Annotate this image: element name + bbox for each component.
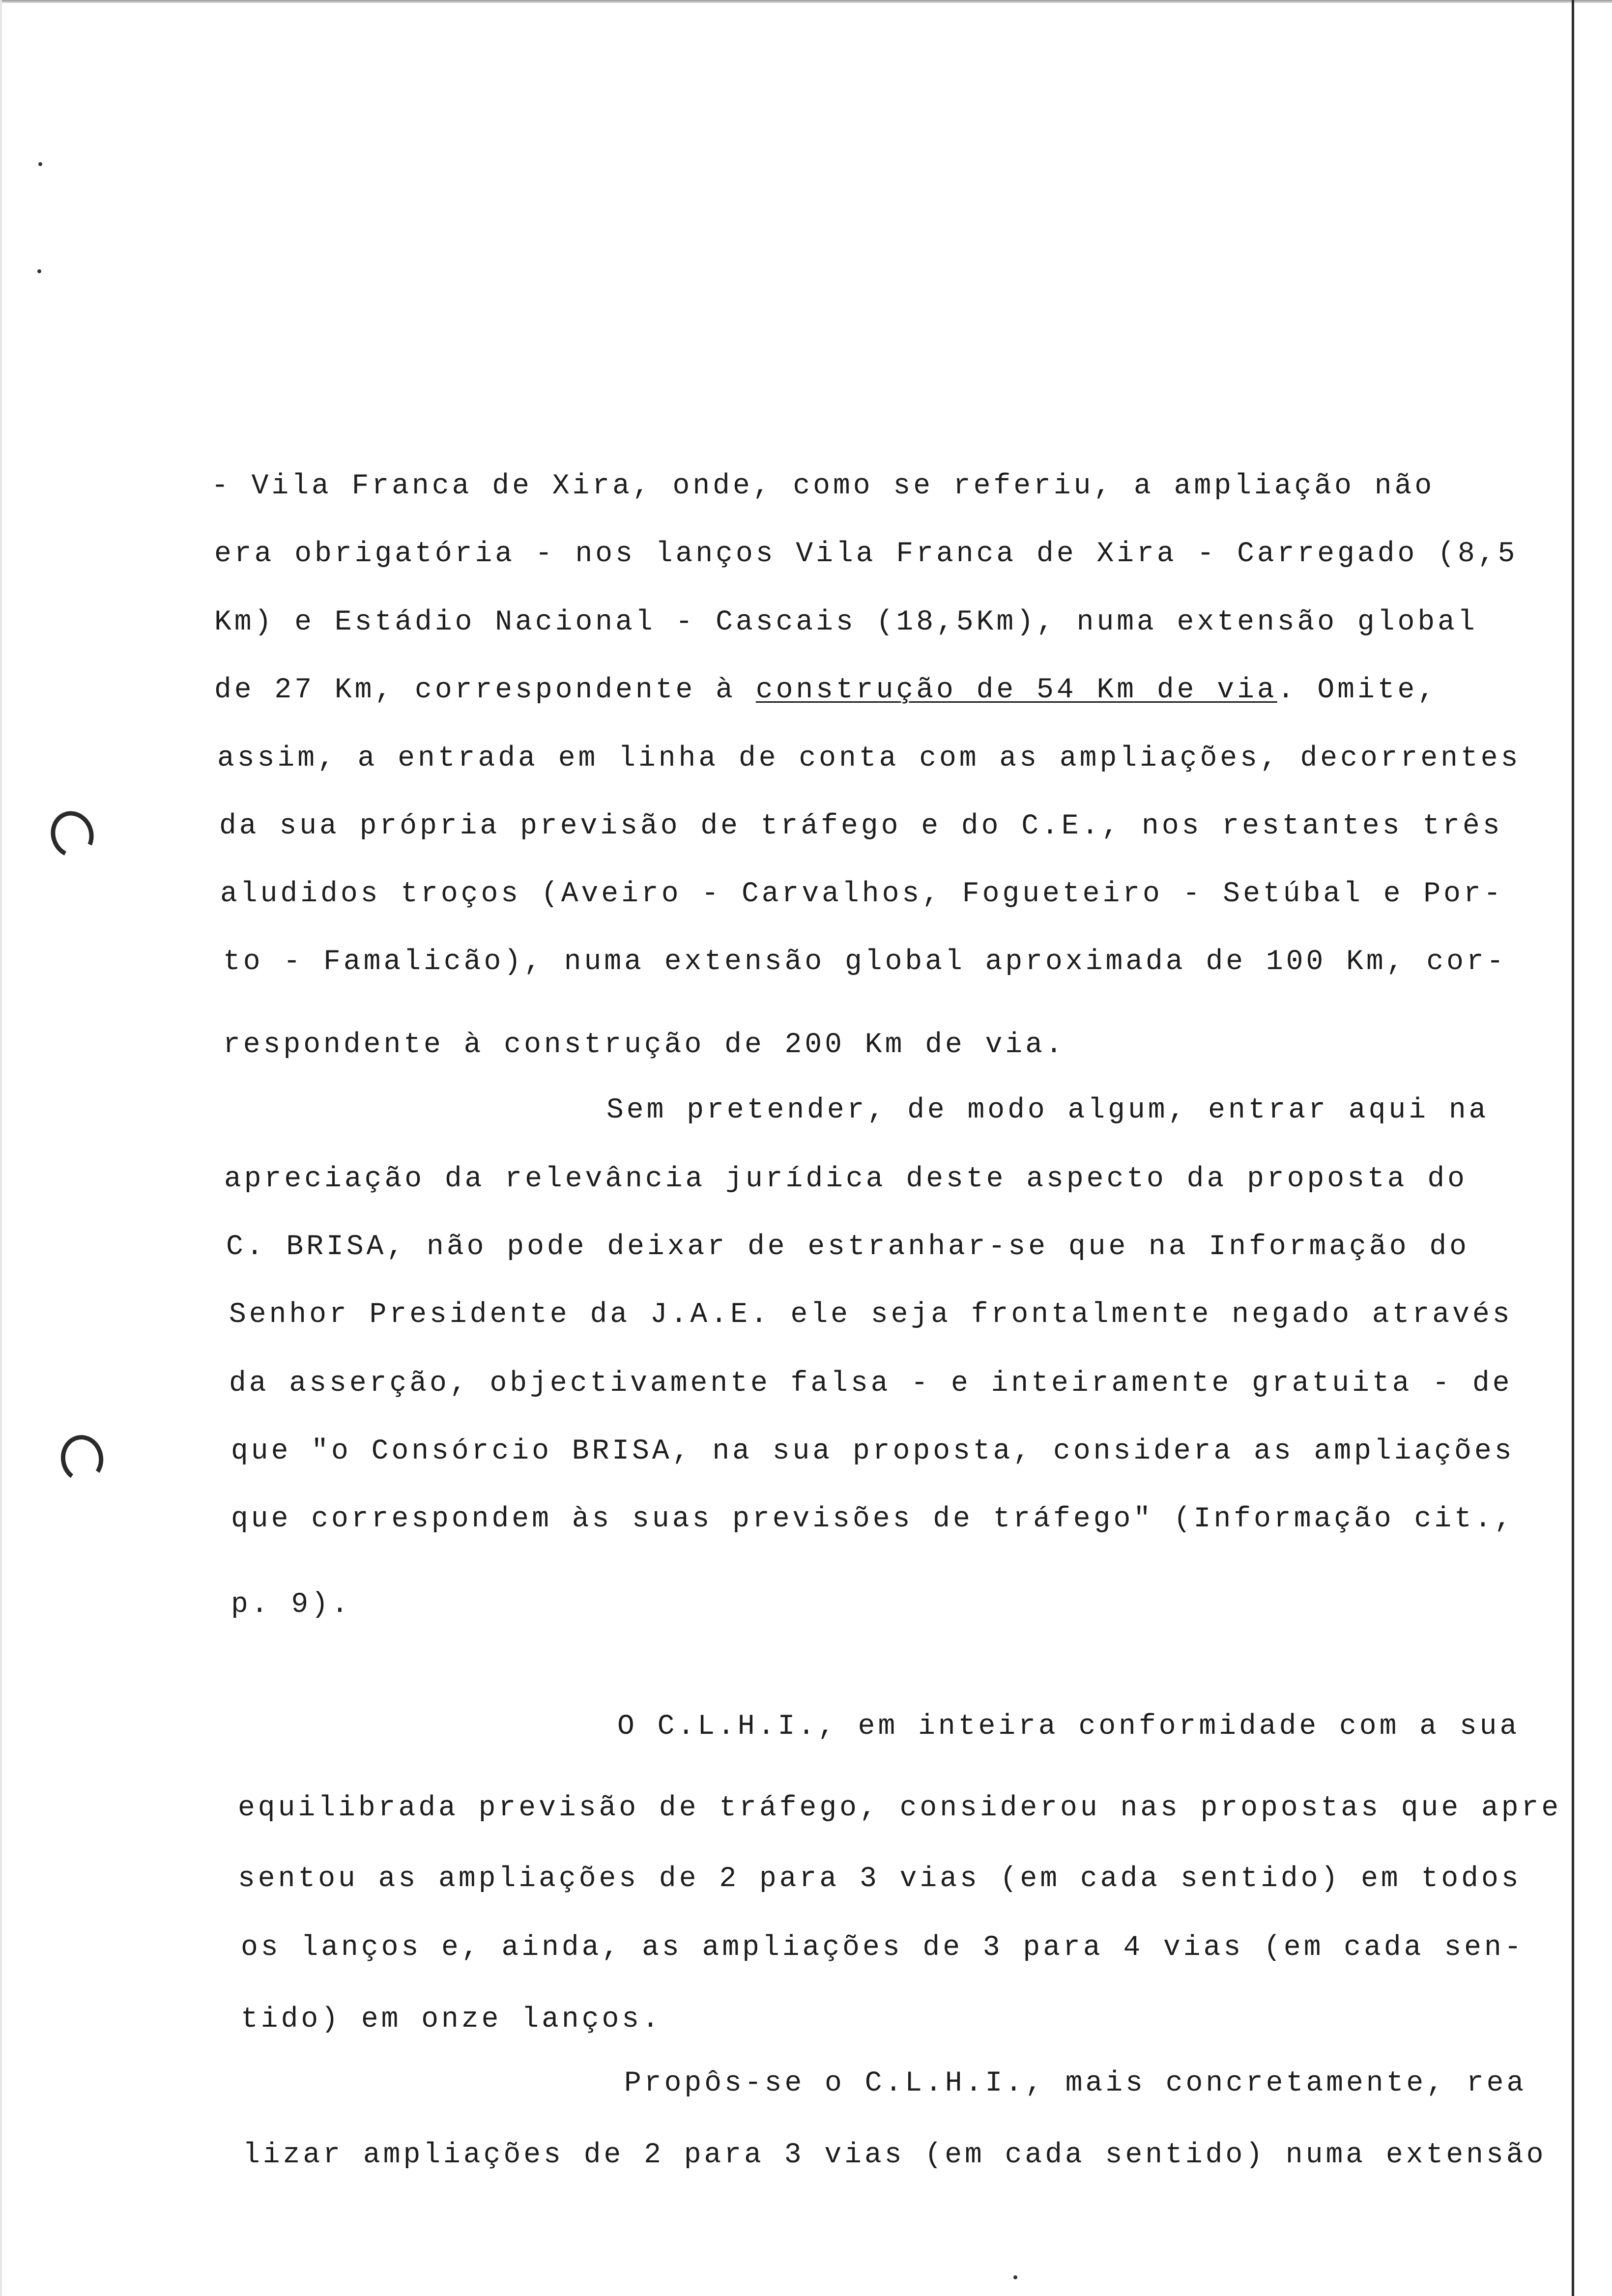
- underlined-phrase: construção de 54 Km de via: [755, 674, 1277, 706]
- text-line-13: Senhor Presidente da J.A.E. ele seja frontalmente negado através: [229, 1299, 1513, 1331]
- text-line-5: assim, a entrada em linha de conta com as ampliações, decorrentes: [217, 743, 1521, 775]
- text-line-18: O C.L.H.I., em inteira conformidade com a sua: [617, 1711, 1520, 1743]
- text-line-4: [214, 676, 1438, 705]
- page-right-edge: [1572, 0, 1574, 2296]
- text-line-20: sentou as ampliações de 2 para 3 vias (em cada sentido) em todos: [238, 1863, 1522, 1895]
- speck: [37, 269, 41, 273]
- punch-hole-upper: [44, 805, 100, 864]
- text-line-7: aludidos troços (Aveiro - Carvalhos, Fogueteiro - Setúbal e Por-: [220, 878, 1504, 910]
- text-line-14: da asserção, objectivamente falsa - e inteiramente gratuita - de: [229, 1368, 1513, 1400]
- text-line-10: Sem pretender, de modo algum, entrar aqui na: [606, 1094, 1489, 1126]
- text-line-15: que "o Consórcio BRISA, na sua proposta, considera as ampliações: [231, 1435, 1515, 1467]
- punch-hole-lower: [57, 1432, 107, 1485]
- speck: [1013, 2275, 1017, 2279]
- text-line-6: da sua própria previsão de tráfego e do C.E., nos restantes três: [219, 810, 1503, 842]
- text-line-23: Propôs-se o C.L.H.I., mais concretamente, rea: [624, 2067, 1527, 2099]
- text-line-3: Km) e Estádio Nacional - Cascais (18,5Km), numa extensão global: [214, 606, 1478, 638]
- text-line-16: que correspondem às suas previsões de tráfego" (Informação cit.,: [231, 1503, 1515, 1535]
- text-line-8: to - Famalicão), numa extensão global aproximada de 100 Km, cor-: [223, 946, 1507, 978]
- text-line-2: era obrigatória - nos lanços Vila Franca de Xira - Carregado (8,5: [214, 538, 1518, 570]
- text-segment: de 27 Km, correspondente à: [214, 674, 756, 706]
- text-line-11: apreciação da relevância jurídica deste aspecto da proposta do: [224, 1163, 1468, 1195]
- text-line-9: respondente à construção de 200 Km de via.: [223, 1029, 1065, 1061]
- text-line-19: equilibrada previsão de tráfego, considerou nas propostas que apre: [238, 1792, 1562, 1824]
- text-segment: . Omite,: [1277, 674, 1438, 706]
- text-line-12: C. BRISA, não pode deixar de estranhar-se que na Informação do: [226, 1231, 1469, 1263]
- speck: [38, 162, 42, 166]
- text-line-17: p. 9).: [231, 1589, 351, 1621]
- text-line-24: lizar ampliações de 2 para 3 vias (em cada sentido) numa extensão: [243, 2139, 1547, 2171]
- page-top-edge: [0, 0, 1612, 3]
- text-line-21: os lanços e, ainda, as ampliações de 3 para 4 vias (em cada sen-: [241, 1932, 1525, 1964]
- text-line-22: tido) em onze lanços.: [241, 2004, 662, 2036]
- page-left-edge: [0, 0, 2, 2296]
- text-line-1: - Vila Franca de Xira, onde, como se referiu, a ampliação não: [211, 470, 1435, 502]
